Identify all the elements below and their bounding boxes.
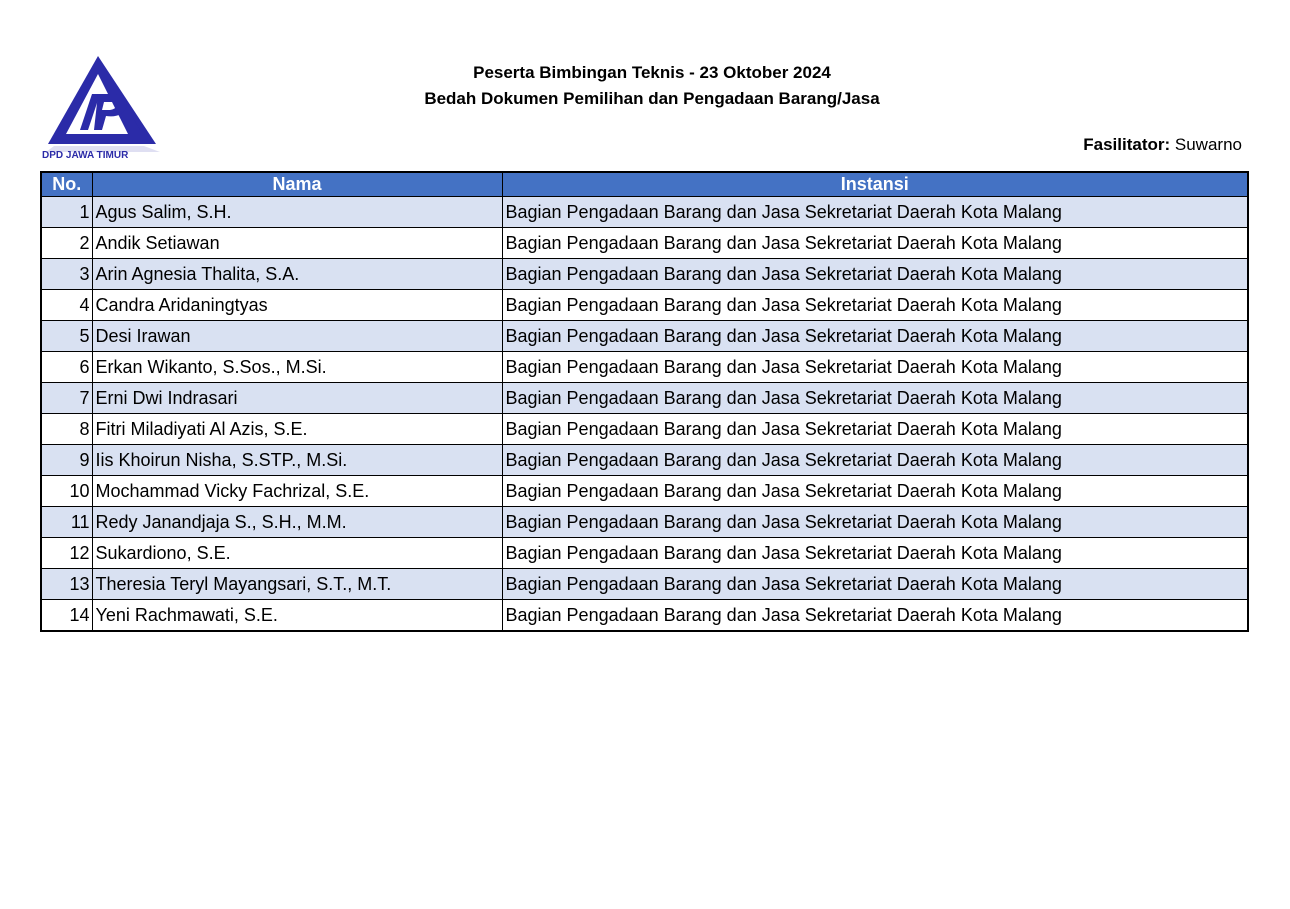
table-row — [41, 352, 1248, 383]
table-row — [41, 569, 1248, 600]
cell-no: 14 — [41, 600, 92, 632]
cell-no: 4 — [41, 290, 92, 321]
table-row — [41, 383, 1248, 414]
header-institution: Instansi — [502, 172, 1248, 197]
cell-institution: Bagian Pengadaan Barang dan Jasa Sekretariat Daerah Kota Malang — [502, 228, 1248, 259]
cell-name: Redy Janandjaja S., S.H., M.M. — [92, 507, 502, 538]
cell-name: Mochammad Vicky Fachrizal, S.E. — [92, 476, 502, 507]
cell-institution: Bagian Pengadaan Barang dan Jasa Sekretariat Daerah Kota Malang — [502, 569, 1248, 600]
cell-no: 11 — [41, 507, 92, 538]
cell-name: Fitri Miladiyati Al Azis, S.E. — [92, 414, 502, 445]
logo-text: DPD JAWA TIMUR — [42, 150, 129, 160]
table-row — [41, 228, 1248, 259]
cell-institution: Bagian Pengadaan Barang dan Jasa Sekretariat Daerah Kota Malang — [502, 383, 1248, 414]
cell-institution: Bagian Pengadaan Barang dan Jasa Sekretariat Daerah Kota Malang — [502, 290, 1248, 321]
title-line-2: Bedah Dokumen Pemilihan dan Pengadaan Barang/Jasa — [424, 89, 880, 108]
cell-name: Sukardiono, S.E. — [92, 538, 502, 569]
cell-name: Yeni Rachmawati, S.E. — [92, 600, 502, 632]
title-line-1: Peserta Bimbingan Teknis - 23 Oktober 2024 — [473, 63, 831, 82]
cell-institution: Bagian Pengadaan Barang dan Jasa Sekretariat Daerah Kota Malang — [502, 352, 1248, 383]
table-header-row — [41, 172, 1248, 197]
cell-name: Erkan Wikanto, S.Sos., M.Si. — [92, 352, 502, 383]
cell-institution: Bagian Pengadaan Barang dan Jasa Sekretariat Daerah Kota Malang — [502, 538, 1248, 569]
facilitator-label: Fasilitator: — [1083, 135, 1171, 154]
table-row — [41, 507, 1248, 538]
cell-name: Andik Setiawan — [92, 228, 502, 259]
cell-name: Iis Khoirun Nisha, S.STP., M.Si. — [92, 445, 502, 476]
cell-institution: Bagian Pengadaan Barang dan Jasa Sekretariat Daerah Kota Malang — [502, 414, 1248, 445]
cell-name: Agus Salim, S.H. — [92, 197, 502, 228]
cell-name: Erni Dwi Indrasari — [92, 383, 502, 414]
cell-institution: Bagian Pengadaan Barang dan Jasa Sekretariat Daerah Kota Malang — [502, 600, 1248, 632]
cell-no: 7 — [41, 383, 92, 414]
cell-institution: Bagian Pengadaan Barang dan Jasa Sekretariat Daerah Kota Malang — [502, 476, 1248, 507]
table-row — [41, 259, 1248, 290]
cell-institution: Bagian Pengadaan Barang dan Jasa Sekretariat Daerah Kota Malang — [502, 197, 1248, 228]
cell-no: 3 — [41, 259, 92, 290]
cell-no: 8 — [41, 414, 92, 445]
table-body — [41, 197, 1248, 632]
cell-institution: Bagian Pengadaan Barang dan Jasa Sekretariat Daerah Kota Malang — [502, 507, 1248, 538]
cell-institution: Bagian Pengadaan Barang dan Jasa Sekretariat Daerah Kota Malang — [502, 321, 1248, 352]
table-row — [41, 290, 1248, 321]
header-name: Nama — [92, 172, 502, 197]
cell-name: Theresia Teryl Mayangsari, S.T., M.T. — [92, 569, 502, 600]
table-row — [41, 600, 1248, 632]
cell-no: 10 — [41, 476, 92, 507]
table-row — [41, 414, 1248, 445]
table-row — [41, 538, 1248, 569]
cell-no: 5 — [41, 321, 92, 352]
table-row — [41, 197, 1248, 228]
cell-name: Candra Aridaningtyas — [92, 290, 502, 321]
table-row — [41, 445, 1248, 476]
participant-table — [40, 171, 1249, 632]
facilitator-info — [1083, 134, 1242, 156]
cell-no: 12 — [41, 538, 92, 569]
cell-name: Desi Irawan — [92, 321, 502, 352]
header-no: No. — [41, 172, 92, 197]
cell-no: 13 — [41, 569, 92, 600]
table-row — [41, 321, 1248, 352]
cell-no: 1 — [41, 197, 92, 228]
cell-no: 6 — [41, 352, 92, 383]
document-title — [0, 60, 1290, 112]
table-row — [41, 476, 1248, 507]
cell-institution: Bagian Pengadaan Barang dan Jasa Sekretariat Daerah Kota Malang — [502, 259, 1248, 290]
cell-no: 9 — [41, 445, 92, 476]
cell-institution: Bagian Pengadaan Barang dan Jasa Sekretariat Daerah Kota Malang — [502, 445, 1248, 476]
cell-no: 2 — [41, 228, 92, 259]
cell-name: Arin Agnesia Thalita, S.A. — [92, 259, 502, 290]
facilitator-name: Suwarno — [1174, 135, 1242, 154]
